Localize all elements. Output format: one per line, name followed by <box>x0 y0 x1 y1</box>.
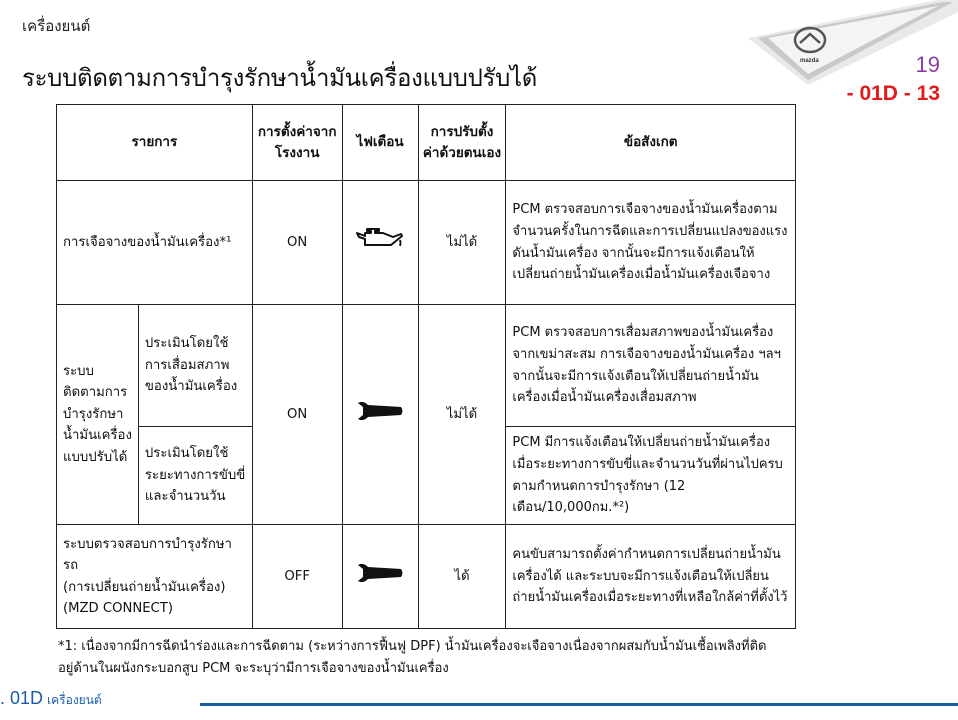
wrench-icon <box>355 562 405 591</box>
maintenance-table <box>56 104 796 629</box>
manual-setting: ไม่ได้ <box>418 305 506 525</box>
warning-light-cell <box>342 181 418 305</box>
manual-setting: ได้ <box>418 525 506 629</box>
warning-light-cell <box>342 305 418 525</box>
section-label: เครื่องยนต์ <box>22 17 91 35</box>
sub-item-deterioration: ประเมินโดยใช้การเสื่อมสภาพของน้ำมันเครื่อง <box>138 305 252 427</box>
factory-setting: OFF <box>252 525 342 629</box>
footnote: *1: เนื่องจากมีการฉีดนำร่องและการฉีดตาม (ระหว่างการฟื้นฟู DPF) น้ำมันเครื่องจะเจือจางเนื่องจากผสมกับน้ำมันเชื้อเพลิงที่ติดอยู่ด้านในผนังกระบอกสูบ PCM จะระบุว่ามีการเจือจางของน้ำมันเครื่อง <box>58 639 767 677</box>
remark: PCM มีการแจ้งเตือนให้เปลี่ยนถ่ายน้ำมันเครื่อง เมื่อระยะทางการขับขี่และจำนวนวันที่ผ่านไปครบตามกำหนดการบำรุงรักษา (12 เดือน/10,000กม.*²) <box>506 427 796 525</box>
item-mzd-connect <box>57 525 253 629</box>
header-item: รายการ <box>57 105 253 181</box>
logo-text: mazda <box>800 58 819 64</box>
factory-setting: ON <box>252 305 342 525</box>
table-header-row <box>57 105 796 181</box>
header-factory: การตั้งค่าจากโรงงาน <box>252 105 342 181</box>
warning-light-cell <box>342 525 418 629</box>
header-remark: ข้อสังเกต <box>506 105 796 181</box>
table-row <box>57 525 796 629</box>
factory-setting: ON <box>252 181 342 305</box>
item-oil-dilution: การเจือจางของน้ำมันเครื่อง*¹ <box>57 181 253 305</box>
remark: คนขับสามารถตั้งค่ากำหนดการเปลี่ยนถ่ายน้ำมันเครื่องได้ และระบบจะมีการแจ้งเตือนให้เปลี่ยนถ่ายน้ำมันเครื่องเมื่อระยะทางที่เหลือใกล้ค่าที่ตั้งไว้ <box>506 525 796 629</box>
page-title: ระบบติดตามการบำรุงรักษาน้ำมันเครื่องแบบปรับได้ <box>22 64 538 92</box>
item-line: ระบบตรวจสอบการบำรุงรักษารถ <box>63 536 232 574</box>
table-row <box>57 181 796 305</box>
table-row <box>57 305 796 427</box>
remark: PCM ตรวจสอบการเสื่อมสภาพของน้ำมันเครื่องจากเขม่าสะสม การเจือจางของน้ำมันเครื่อง ฯลฯ จากนั้นจะมีการแจ้งเตือนให้เปลี่ยนถ่ายน้ำมันเครื่องเมื่อน้ำมันเครื่องเสื่อมสภาพ <box>506 305 796 427</box>
wrench-icon <box>355 400 405 429</box>
remark: PCM ตรวจสอบการเจือจางของน้ำมันเครื่องตามจำนวนครั้งในการฉีดและการเปลี่ยนแปลงของแรงดันน้ำมันเครื่อง จากนั้นจะมีการแจ้งเตือนให้เปลี่ยนถ่ายน้ำมันเครื่องเมื่อน้ำมันเครื่องเจือจาง <box>506 181 796 305</box>
section-code: - 01D - 13 <box>846 82 940 105</box>
footer-label: เครื่องยนต์ <box>47 693 102 707</box>
footer-divider <box>200 703 958 706</box>
oil-can-icon <box>355 228 405 257</box>
page-number: 19 <box>915 52 940 77</box>
header-light: ไฟเตือน <box>342 105 418 181</box>
item-line: (การเปลี่ยนถ่ายน้ำมันเครื่อง) <box>63 579 226 595</box>
footer <box>0 688 102 710</box>
item-line: (MZD CONNECT) <box>63 600 173 616</box>
item-group-label: ระบบติดตามการบำรุงรักษาน้ำมันเครื่องแบบปรับได้ <box>57 305 139 525</box>
sub-item-distance: ประเมินโดยใช้ระยะทางการขับขี่และจำนวนวัน <box>138 427 252 525</box>
footer-code: . 01D <box>0 688 44 708</box>
header-manual: การปรับตั้งค่าด้วยตนเอง <box>418 105 506 181</box>
manual-setting: ไม่ได้ <box>418 181 506 305</box>
